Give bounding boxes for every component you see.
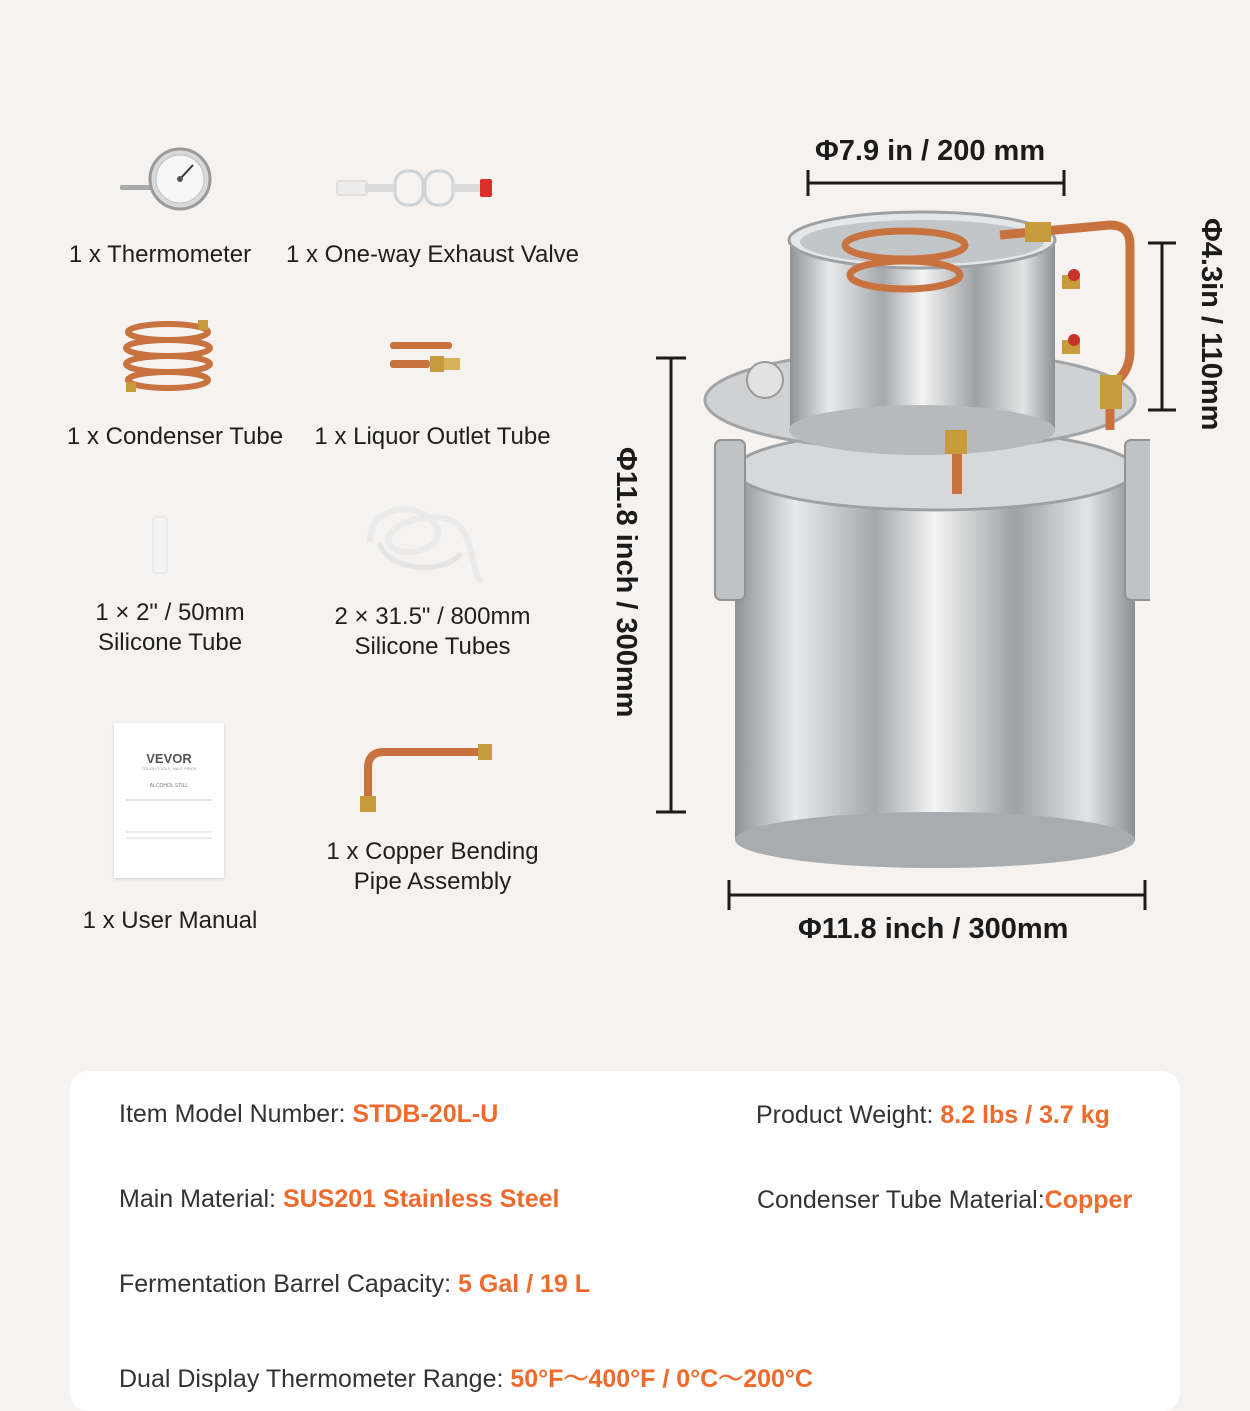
- silicone-tube-long-icon: [360, 500, 485, 585]
- accessory-label-silicone-long-2: Silicone Tubes: [354, 633, 511, 660]
- accessory-label-thermometer: 1 x Thermometer: [68, 241, 252, 268]
- manual-title: ALCOHOL STILL: [149, 783, 189, 789]
- accessory-label-copper-bend-2: Pipe Assembly: [353, 868, 512, 895]
- thermometer-icon: [118, 143, 218, 213]
- dimension-top-diameter: Φ7.9 in / 200 mm: [815, 135, 1046, 167]
- spec-value: SUS201 Stainless Steel: [282, 1185, 560, 1213]
- spec-value: STDB-20L-U: [352, 1100, 499, 1128]
- spec-product-weight: [756, 1101, 1110, 1130]
- accessory-label-liquor-outlet: 1 x Liquor Outlet Tube: [314, 423, 551, 450]
- silicone-tube-short-icon: [150, 515, 170, 575]
- dimension-body-height: Φ11.8 inch / 300mm: [610, 447, 642, 718]
- accessory-label-silicone-long-1: 2 × 31.5" / 800mm: [334, 603, 531, 630]
- spec-value: 5 Gal / 19 L: [458, 1270, 591, 1298]
- spec-label: Condenser Tube Material:: [757, 1186, 1045, 1214]
- spec-condenser-material: [757, 1186, 1132, 1215]
- manual-brand: VEVOR: [146, 751, 192, 766]
- alcohol-still-product: [690, 200, 1150, 870]
- copper-bend-pipe-icon: [350, 738, 500, 818]
- liquor-outlet-icon: [388, 340, 468, 380]
- accessory-label-exhaust-valve: 1 x One-way Exhaust Valve: [285, 241, 580, 268]
- dimension-bottom-diameter: Φ11.8 inch / 300mm: [798, 913, 1069, 945]
- spec-label: Product Weight:: [756, 1101, 941, 1129]
- spec-barrel-capacity: [119, 1270, 590, 1299]
- accessory-label-copper-bend-1: 1 x Copper Bending: [326, 838, 539, 865]
- spec-label: Item Model Number:: [119, 1100, 353, 1128]
- user-manual-icon: [114, 723, 224, 878]
- spec-label: Fermentation Barrel Capacity:: [119, 1270, 459, 1298]
- spec-label: Dual Display Thermometer Range:: [119, 1365, 511, 1393]
- spec-value: 8.2 lbs / 3.7 kg: [940, 1101, 1110, 1129]
- accessory-label-silicone-short-2: Silicone Tube: [97, 629, 243, 656]
- condenser-coil-icon: [118, 318, 218, 398]
- manual-tagline: TOUGH TOOLS, HALF PRICE: [141, 766, 197, 771]
- spec-label: Main Material:: [119, 1185, 283, 1213]
- spec-model-number: [119, 1100, 498, 1129]
- accessory-label-user-manual: 1 x User Manual: [82, 907, 258, 934]
- spec-main-material: [119, 1185, 560, 1214]
- exhaust-valve-icon: [335, 165, 495, 215]
- accessory-label-silicone-short-1: 1 × 2" / 50mm: [95, 599, 245, 626]
- spec-value: 50°F～400°F / 0°C～200°C: [510, 1365, 813, 1393]
- spec-thermometer-range: [119, 1359, 813, 1395]
- spec-value: Copper: [1044, 1186, 1133, 1214]
- accessory-label-condenser-tube: 1 x Condenser Tube: [66, 423, 284, 450]
- dimension-top-height: Φ4.3in / 110mm: [1195, 218, 1227, 431]
